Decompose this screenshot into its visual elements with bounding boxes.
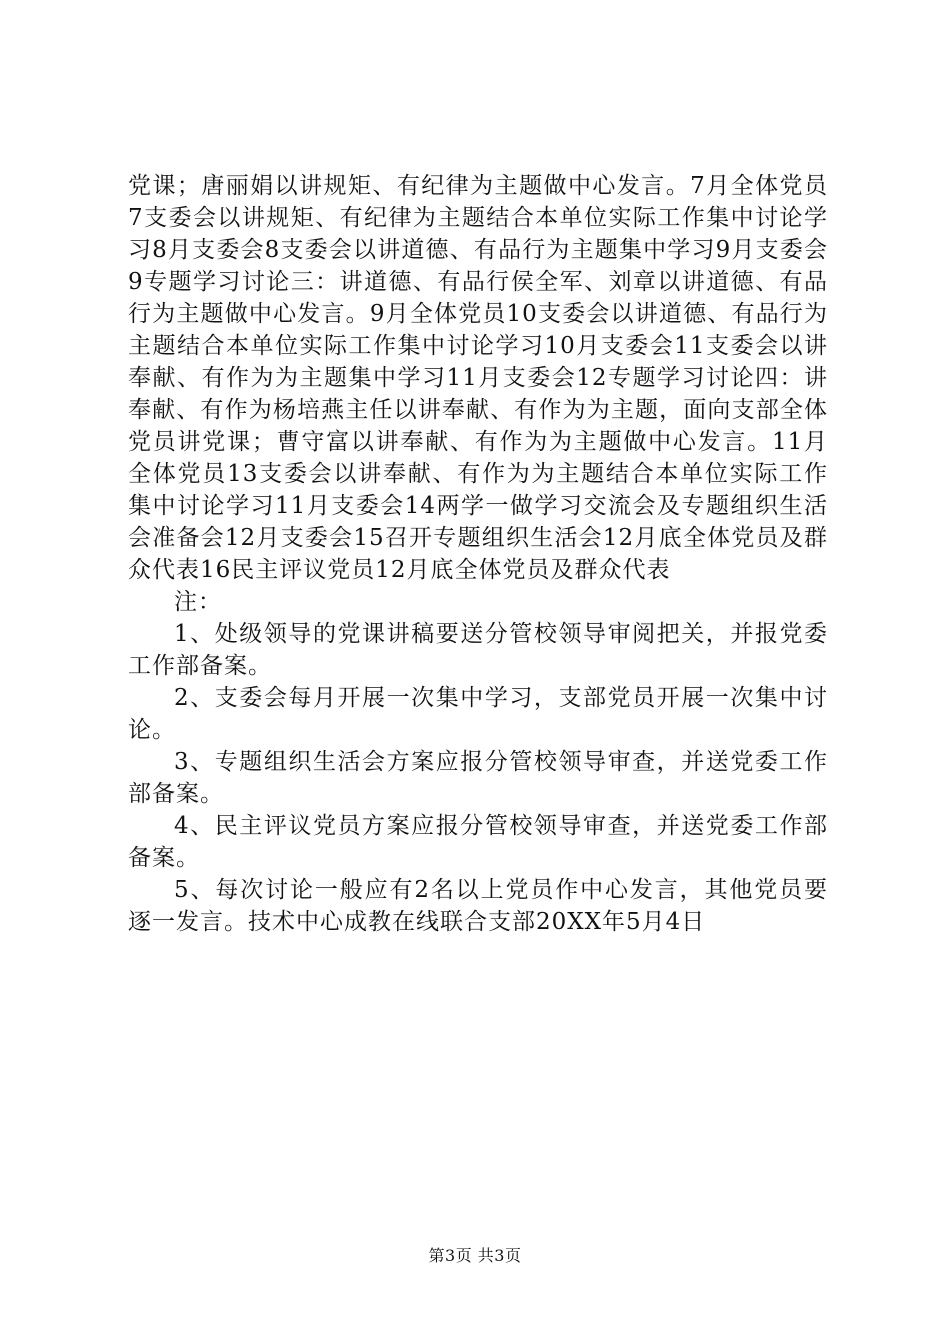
body-paragraph: 党课；唐丽娟以讲规矩、有纪律为主题做中心发言。7月全体党员7支委会以讲规矩、有纪律为主题结合本单位实际工作集中讨论学习8月支委会8支委会以讲道德、有品行为主题集中学习9月支委会9专题学习讨论三：讲道德、有品行侯全军、刘章以讲道德、有品行为主题做中心发言。9月全体党员10支委会以讲道德、有品行为主题结合本单位实际工作集中讨论学习10月支委会11支委会以讲奉献、有作为为主题集中学习11月支委会12专题学习讨论四：讲奉献、有作为杨培燕主任以讲奉献、有作为为主题，面向支部全体党员讲党课；曹守富以讲奉献、有作为为主题做中心发言。11月全体党员13支委会以讲奉献、有作为为主题结合本单位实际工作集中讨论学习11月支委会14两学一做学习交流会及专题组织生活会准备会12月支委会15召开专题组织生活会12月底全体党员及群众代表16民主评议党员12月底全体党员及群众代表 [128, 173, 828, 583]
note-item-2: 2、支委会每月开展一次集中学习，支部党员开展一次集中讨论。 [128, 685, 828, 743]
note-item-4: 4、民主评议党员方案应报分管校领导审查，并送党委工作部备案。 [128, 813, 828, 871]
note-label: 注： [174, 589, 222, 615]
note-item-1: 1、处级领导的党课讲稿要送分管校领导审阅把关，并报党委工作部备案。 [128, 621, 828, 679]
note-item-3: 3、专题组织生活会方案应报分管校领导审查，并送党委工作部备案。 [128, 749, 828, 807]
page-indicator: 第3页 共3页 [428, 1246, 522, 1265]
document-body [128, 170, 828, 938]
note-item-5: 5、每次讨论一般应有2名以上党员作中心发言，其他党员要逐一发言。技术中心成教在线联合支部20XX年5月4日 [128, 877, 828, 935]
page-footer [0, 1243, 950, 1266]
